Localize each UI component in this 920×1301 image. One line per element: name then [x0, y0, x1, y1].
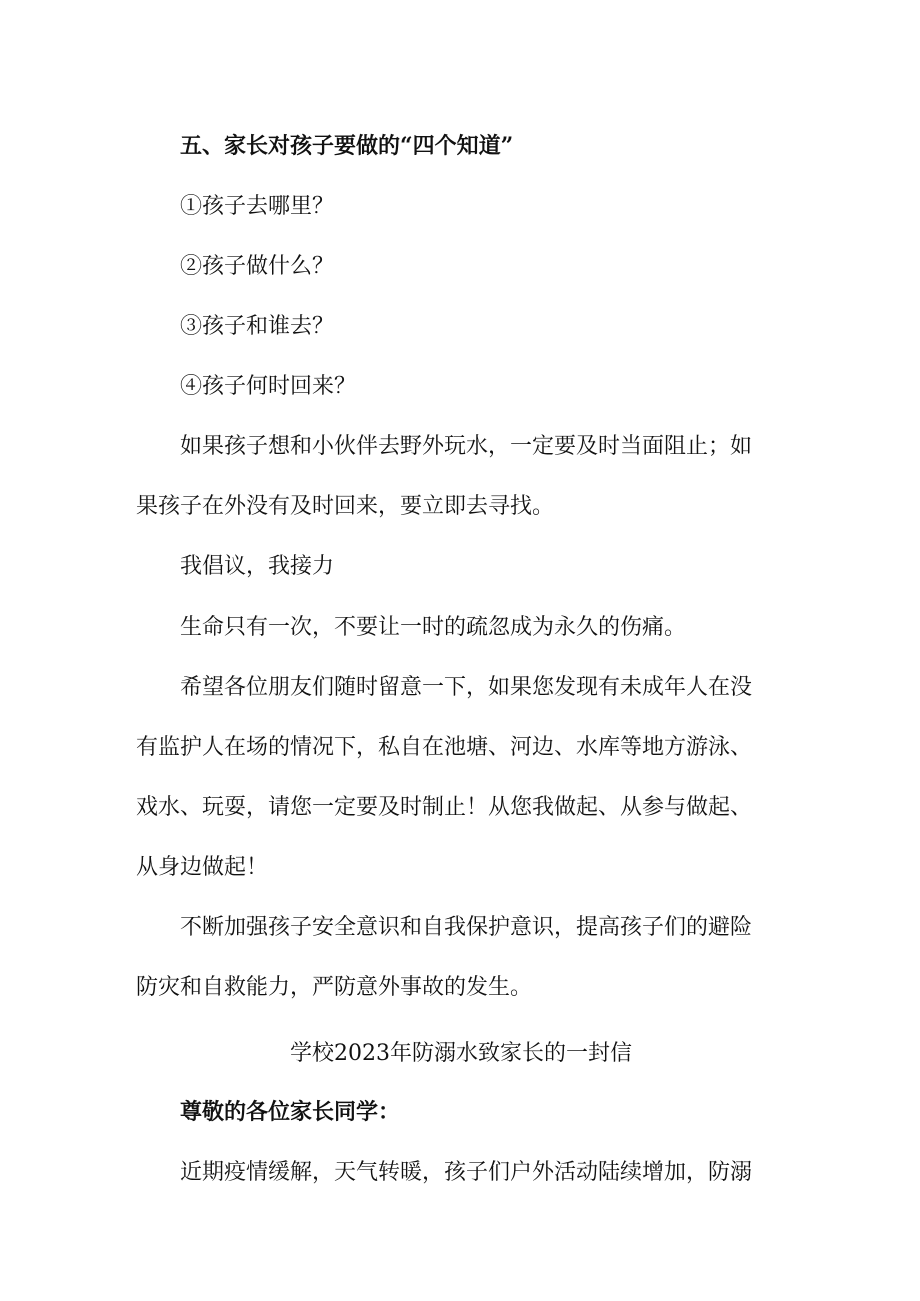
paragraph-line: 我倡议，我接力 — [180, 554, 335, 579]
paragraph-line: 有监护人在场的情况下，私自在池塘、河边、水库等地方游泳、 — [136, 735, 753, 760]
list-item: ①孩子去哪里？ — [180, 194, 335, 219]
letter-salutation: 尊敬的各位家长同学： — [180, 1099, 401, 1125]
paragraph-line: 生命只有一次，不要让一时的疏忽成为永久的伤痛。 — [180, 615, 687, 640]
list-item: ④孩子何时回来？ — [180, 374, 357, 399]
list-item: ②孩子做什么？ — [180, 254, 335, 279]
paragraph-line: 希望各位朋友们随时留意一下，如果您发现有未成年人在没 — [180, 675, 753, 700]
paragraph-line: 戏水、玩耍，请您一定要及时制止！从您我做起、从参与做起、 — [136, 795, 753, 820]
paragraph-line: 果孩子在外没有及时回来，要立即去寻找。 — [136, 494, 555, 519]
paragraph-line: 防灾和自救能力，严防意外事故的发生。 — [136, 975, 533, 1000]
paragraph-line: 不断加强孩子安全意识和自我保护意识，提高孩子们的避险 — [180, 915, 753, 940]
paragraph-line: 从身边做起！ — [136, 855, 269, 880]
list-item: ③孩子和谁去？ — [180, 314, 335, 339]
paragraph-line: 近期疫情缓解，天气转暖，孩子们户外活动陆续增加，防溺 — [180, 1160, 753, 1185]
letter-title: 学校2023年防溺水致家长的一封信 — [290, 1041, 632, 1066]
section-heading: 五、家长对孩子要做的“四个知道” — [180, 133, 514, 159]
paragraph-line: 如果孩子想和小伙伴去野外玩水，一定要及时当面阻止；如 — [180, 434, 753, 459]
